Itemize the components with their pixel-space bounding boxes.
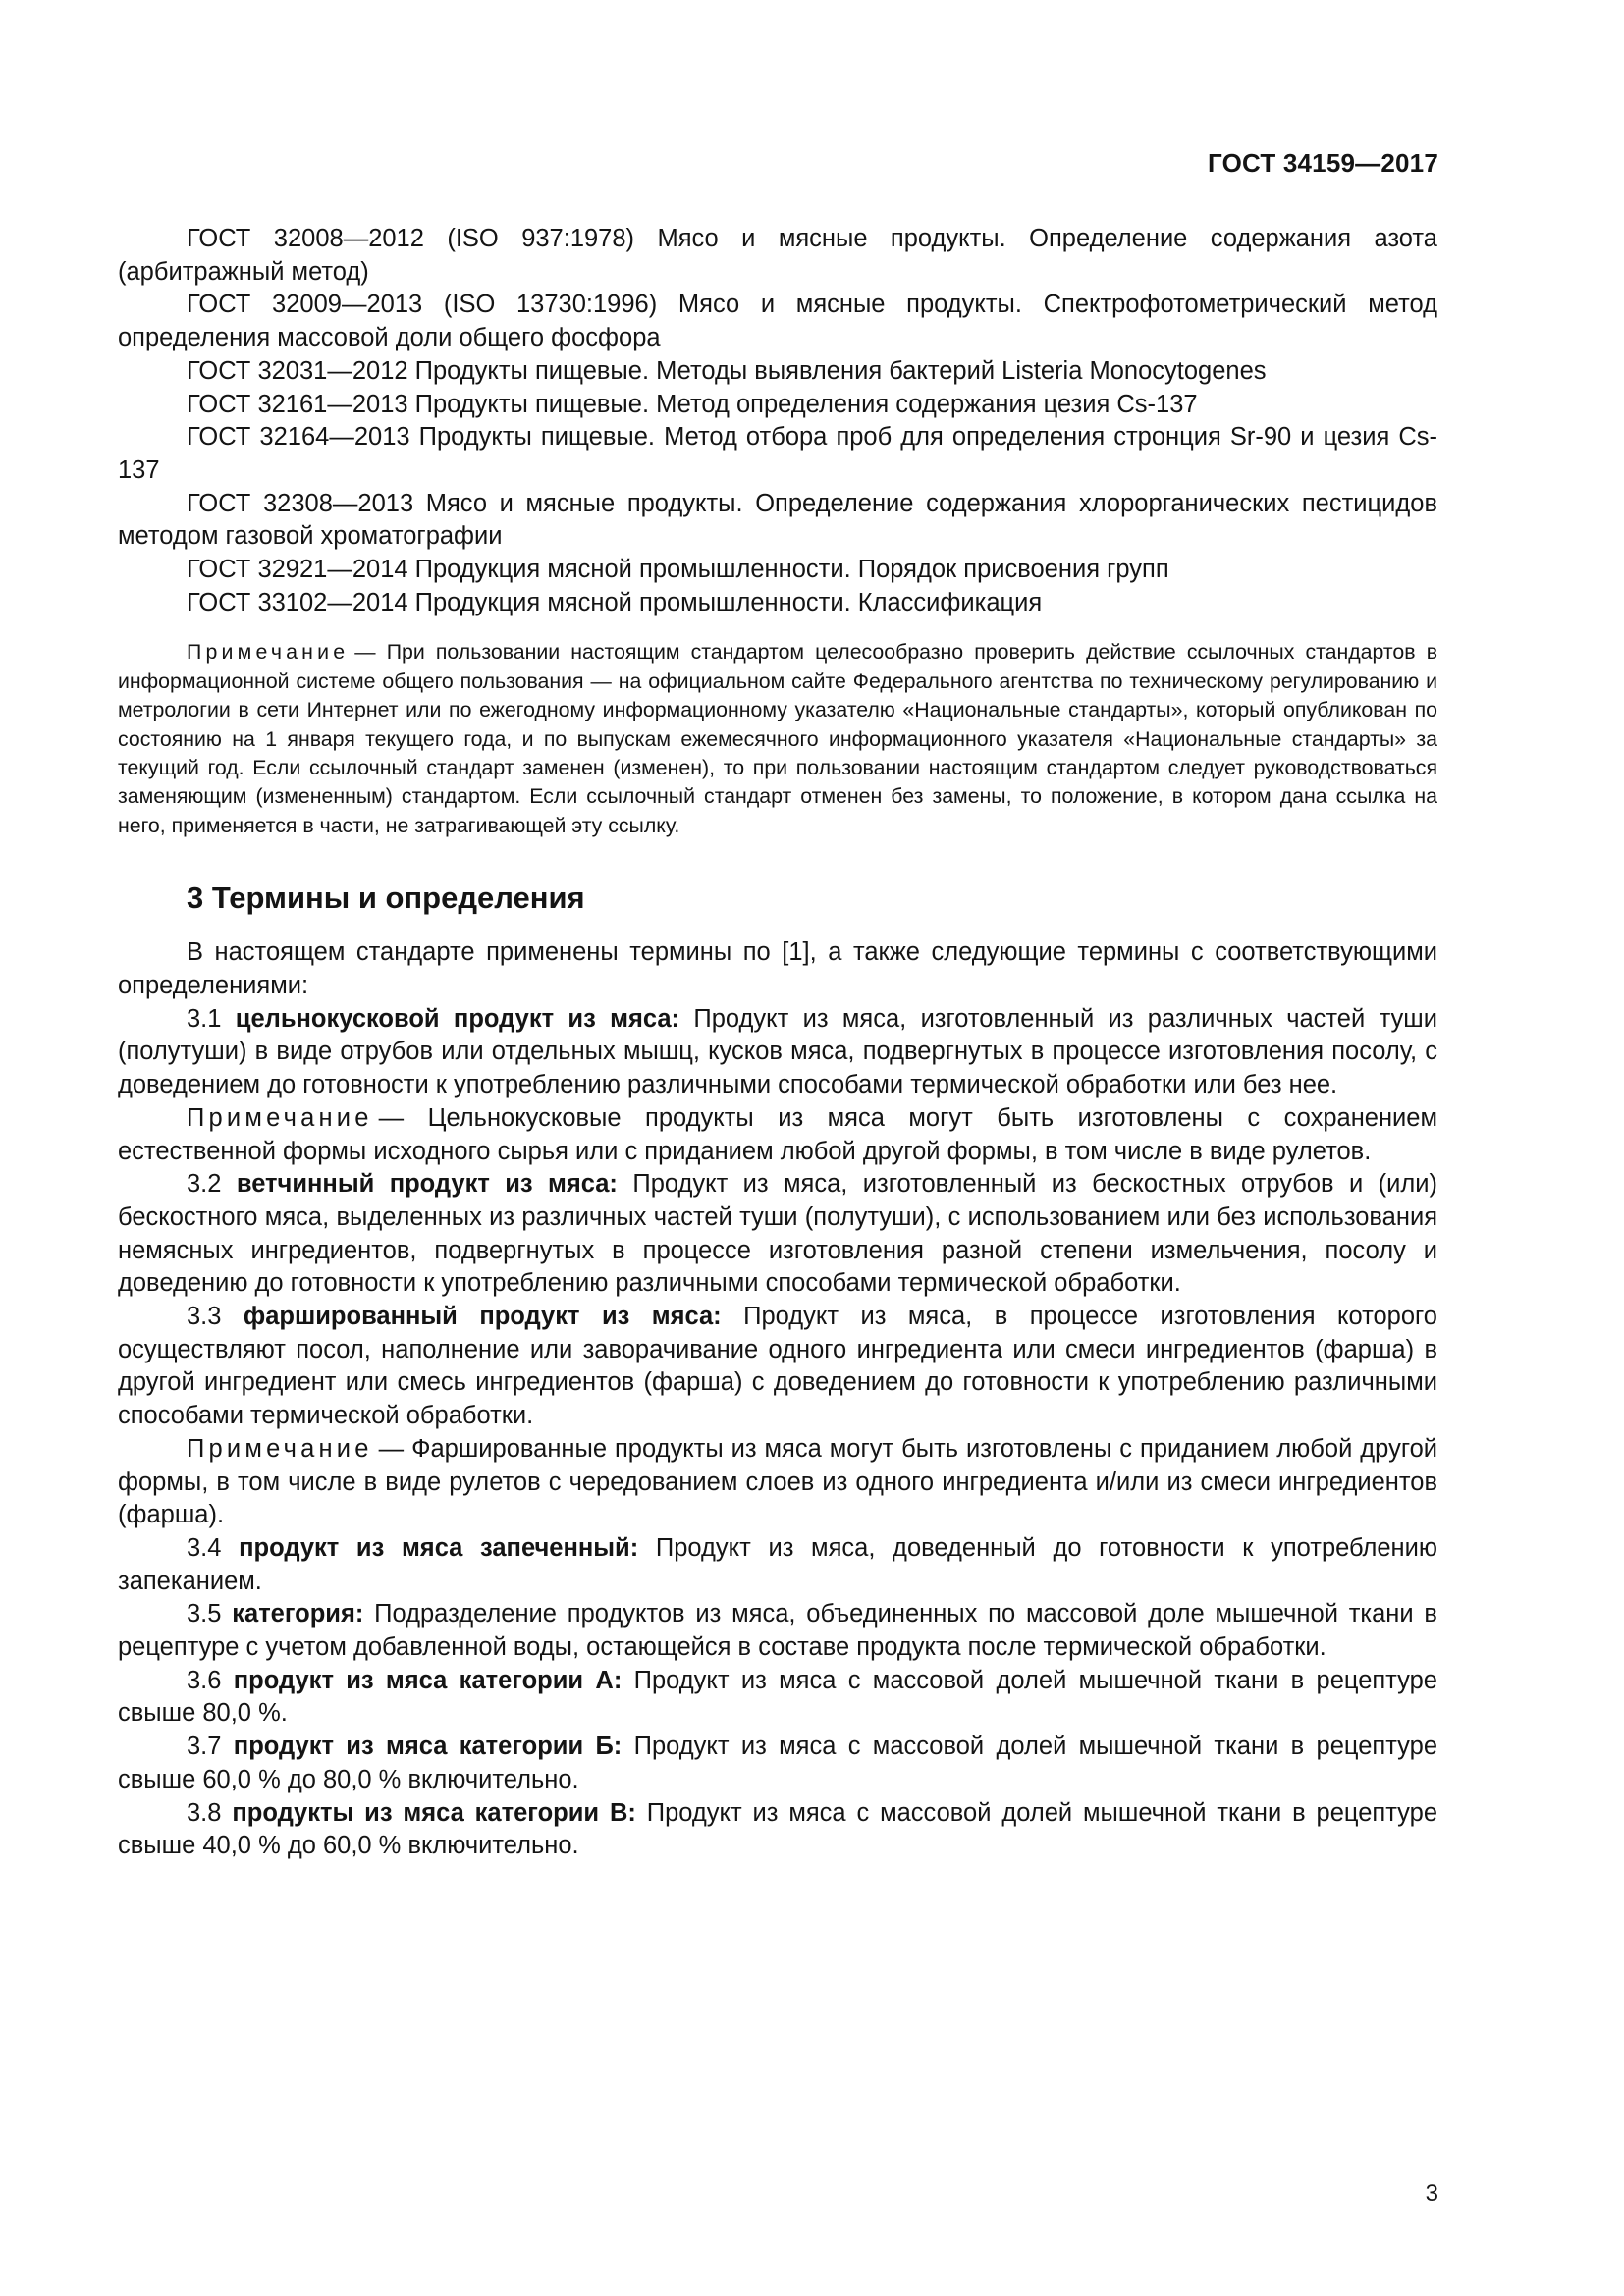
definition-term: продукт из мяса категории А: (233, 1666, 623, 1694)
definition-3-2 (118, 1168, 1437, 1301)
reference-item: ГОСТ 32031—2012 Продукты пищевые. Методы выявления бактерий Listeria Monocytogenes (187, 356, 1267, 385)
references-note (118, 638, 1437, 840)
definition-text: Продукт из мяса, доведенный до готовности к употреблению запеканием. (118, 1533, 1437, 1595)
reference-item: ГОСТ 32161—2013 Продукты пищевые. Метод определения содержания цезия Cs-137 (187, 390, 1198, 418)
definition-note (118, 1433, 1437, 1532)
reference-item: ГОСТ 32164—2013 Продукты пищевые. Метод отбора проб для определения стронция Sr-90 и цезия Cs-137 (118, 423, 1437, 484)
definition-number: 3.8 (187, 1798, 222, 1827)
note-text: При пользовании настоящим стандартом целесообразно проверить действие ссылочных стандартов в информационной системе общего пользования — на официальном сайте Федерального агентства по техническому регулированию и метрологии в сети Интернет или по ежегодному информационному указателю «Национальные стандарты», который опубликован по состоянию на 1 января текущего года, и по выпускам ежемесячного информационного указателя «Национальные стандарты» за текущий год. Если ссылочный стандарт заменен (изменен), то при пользовании настоящим стандартом следует руководствоваться заменяющим (измененным) стандартом. Если ссылочный стандарт отменен без замены, то положение, в котором дана ссылка на него, применяется в части, не затрагивающей эту ссылку. (118, 640, 1438, 837)
definition-term: категория: (232, 1600, 364, 1629)
page-content (118, 223, 1437, 1863)
definition-3-7 (118, 1731, 1437, 1796)
definition-number: 3.1 (187, 1004, 222, 1033)
definition-term: продукт из мяса категории Б: (233, 1733, 623, 1761)
definition-number: 3.5 (187, 1600, 222, 1629)
note-label: Примечание (187, 640, 350, 665)
definition-3-6 (118, 1665, 1437, 1731)
definition-term: цельнокусковой продукт из мяса: (235, 1004, 680, 1033)
definition-note (118, 1102, 1437, 1168)
definition-3-4 (118, 1532, 1437, 1598)
definition-3-3 (118, 1301, 1437, 1433)
definition-text: Продукт из мяса с массовой долей мышечной ткани в рецептуре свыше 40,0 % до 60,0 % включительно. (118, 1798, 1438, 1860)
note-label: Примечание (187, 1434, 373, 1463)
section-heading: 3 Термины и определения (187, 881, 585, 916)
definition-text: Подразделение продуктов из мяса, объединенных по массовой доле мышечной ткани в рецептуре с учетом добавленной воды, остающейся в составе продукта после термической обработки. (118, 1600, 1437, 1662)
definition-text: Продукт из мяса, изготовленный из бескостных отрубов и (или) бескостного мяса, выделенных из различных частей туши (полутуши), с использованием или без использования немясных ингредиентов, подвергнутых в процессе изготовления разной степени измельчения, посолу и доведению до готовности к употреблению различными способами термической обработки. (118, 1170, 1438, 1298)
definition-3-1 (118, 1003, 1437, 1102)
definitions-list (118, 936, 1437, 1863)
note-text: Фаршированные продукты из мяса могут быть изготовлены с приданием любой другой формы, в том числе в виде рулетов с чередованием слоев из одного ингредиента и/или из смеси ингредиентов (фарша). (118, 1434, 1437, 1529)
definition-number: 3.4 (187, 1533, 222, 1562)
definition-3-8 (118, 1797, 1437, 1863)
definition-number: 3.6 (187, 1666, 222, 1694)
definition-term: фаршированный продукт из мяса: (243, 1303, 722, 1331)
note-label: Примечание (187, 1103, 373, 1132)
definition-term: продукты из мяса категории В: (232, 1798, 636, 1827)
definition-number: 3.3 (187, 1303, 222, 1331)
page-number: 3 (1425, 2180, 1438, 2207)
reference-item: ГОСТ 32009—2013 (ISO 13730:1996) Мясо и мясные продукты. Спектрофотометрический метод определения массовой доли общего фосфора (118, 291, 1437, 352)
normative-references-list (118, 223, 1437, 619)
reference-item: ГОСТ 32921—2014 Продукция мясной промышленности. Порядок присвоения групп (187, 556, 1169, 584)
note-text: Цельнокусковые продукты из мяса могут быть изготовлены с сохранением естественной формы исходного сырья или с приданием любой другой формы, в том числе в виде рулетов. (118, 1103, 1437, 1165)
definition-text: Продукт из мяса, в процессе изготовления которого осуществляют посол, наполнение или заворачивание одного ингредиента или смеси ингредиентов (фарша) в другой ингредиент или смесь ингредиентов (фарша) с доведением до готовности к употреблению различными способами термической обработки. (118, 1303, 1437, 1430)
definition-text: Продукт из мяса с массовой долей мышечной ткани в рецептуре свыше 60,0 % до 80,0 % включительно. (118, 1733, 1438, 1793)
reference-item: ГОСТ 32008—2012 (ISO 937:1978) Мясо и мясные продукты. Определение содержания азота (арбитражный метод) (118, 225, 1437, 286)
note-dash: — (378, 1434, 405, 1463)
document-header-id: ГОСТ 34159—2017 (1208, 148, 1438, 178)
definition-number: 3.7 (187, 1733, 222, 1761)
note-dash: — (354, 640, 376, 665)
reference-item: ГОСТ 33102—2014 Продукция мясной промышленности. Классификация (187, 588, 1043, 616)
definition-text: Продукт из мяса, изготовленный из различных частей туши (полутуши) в виде отрубов или отдельных мышц, кусков мяса, подвергнутых в процессе изготовления посолу, с доведением до готовности к употреблению различными способами термической обработки или без нее. (118, 1004, 1437, 1099)
definition-number: 3.2 (187, 1170, 222, 1199)
note-dash: — (378, 1103, 405, 1132)
section-intro: В настоящем стандарте применены термины по [1], а также следующие термины с соответствующими определениями: (118, 938, 1437, 999)
definition-term: продукт из мяса запеченный: (239, 1533, 639, 1562)
definition-3-5 (118, 1598, 1437, 1664)
definition-text: Продукт из мяса с массовой долей мышечной ткани в рецептуре свыше 80,0 %. (118, 1666, 1437, 1728)
reference-item: ГОСТ 32308—2013 Мясо и мясные продукты. Определение содержания хлорорганических пестицидов методом газовой хроматографии (118, 489, 1437, 551)
definition-term: ветчинный продукт из мяса: (236, 1170, 618, 1199)
